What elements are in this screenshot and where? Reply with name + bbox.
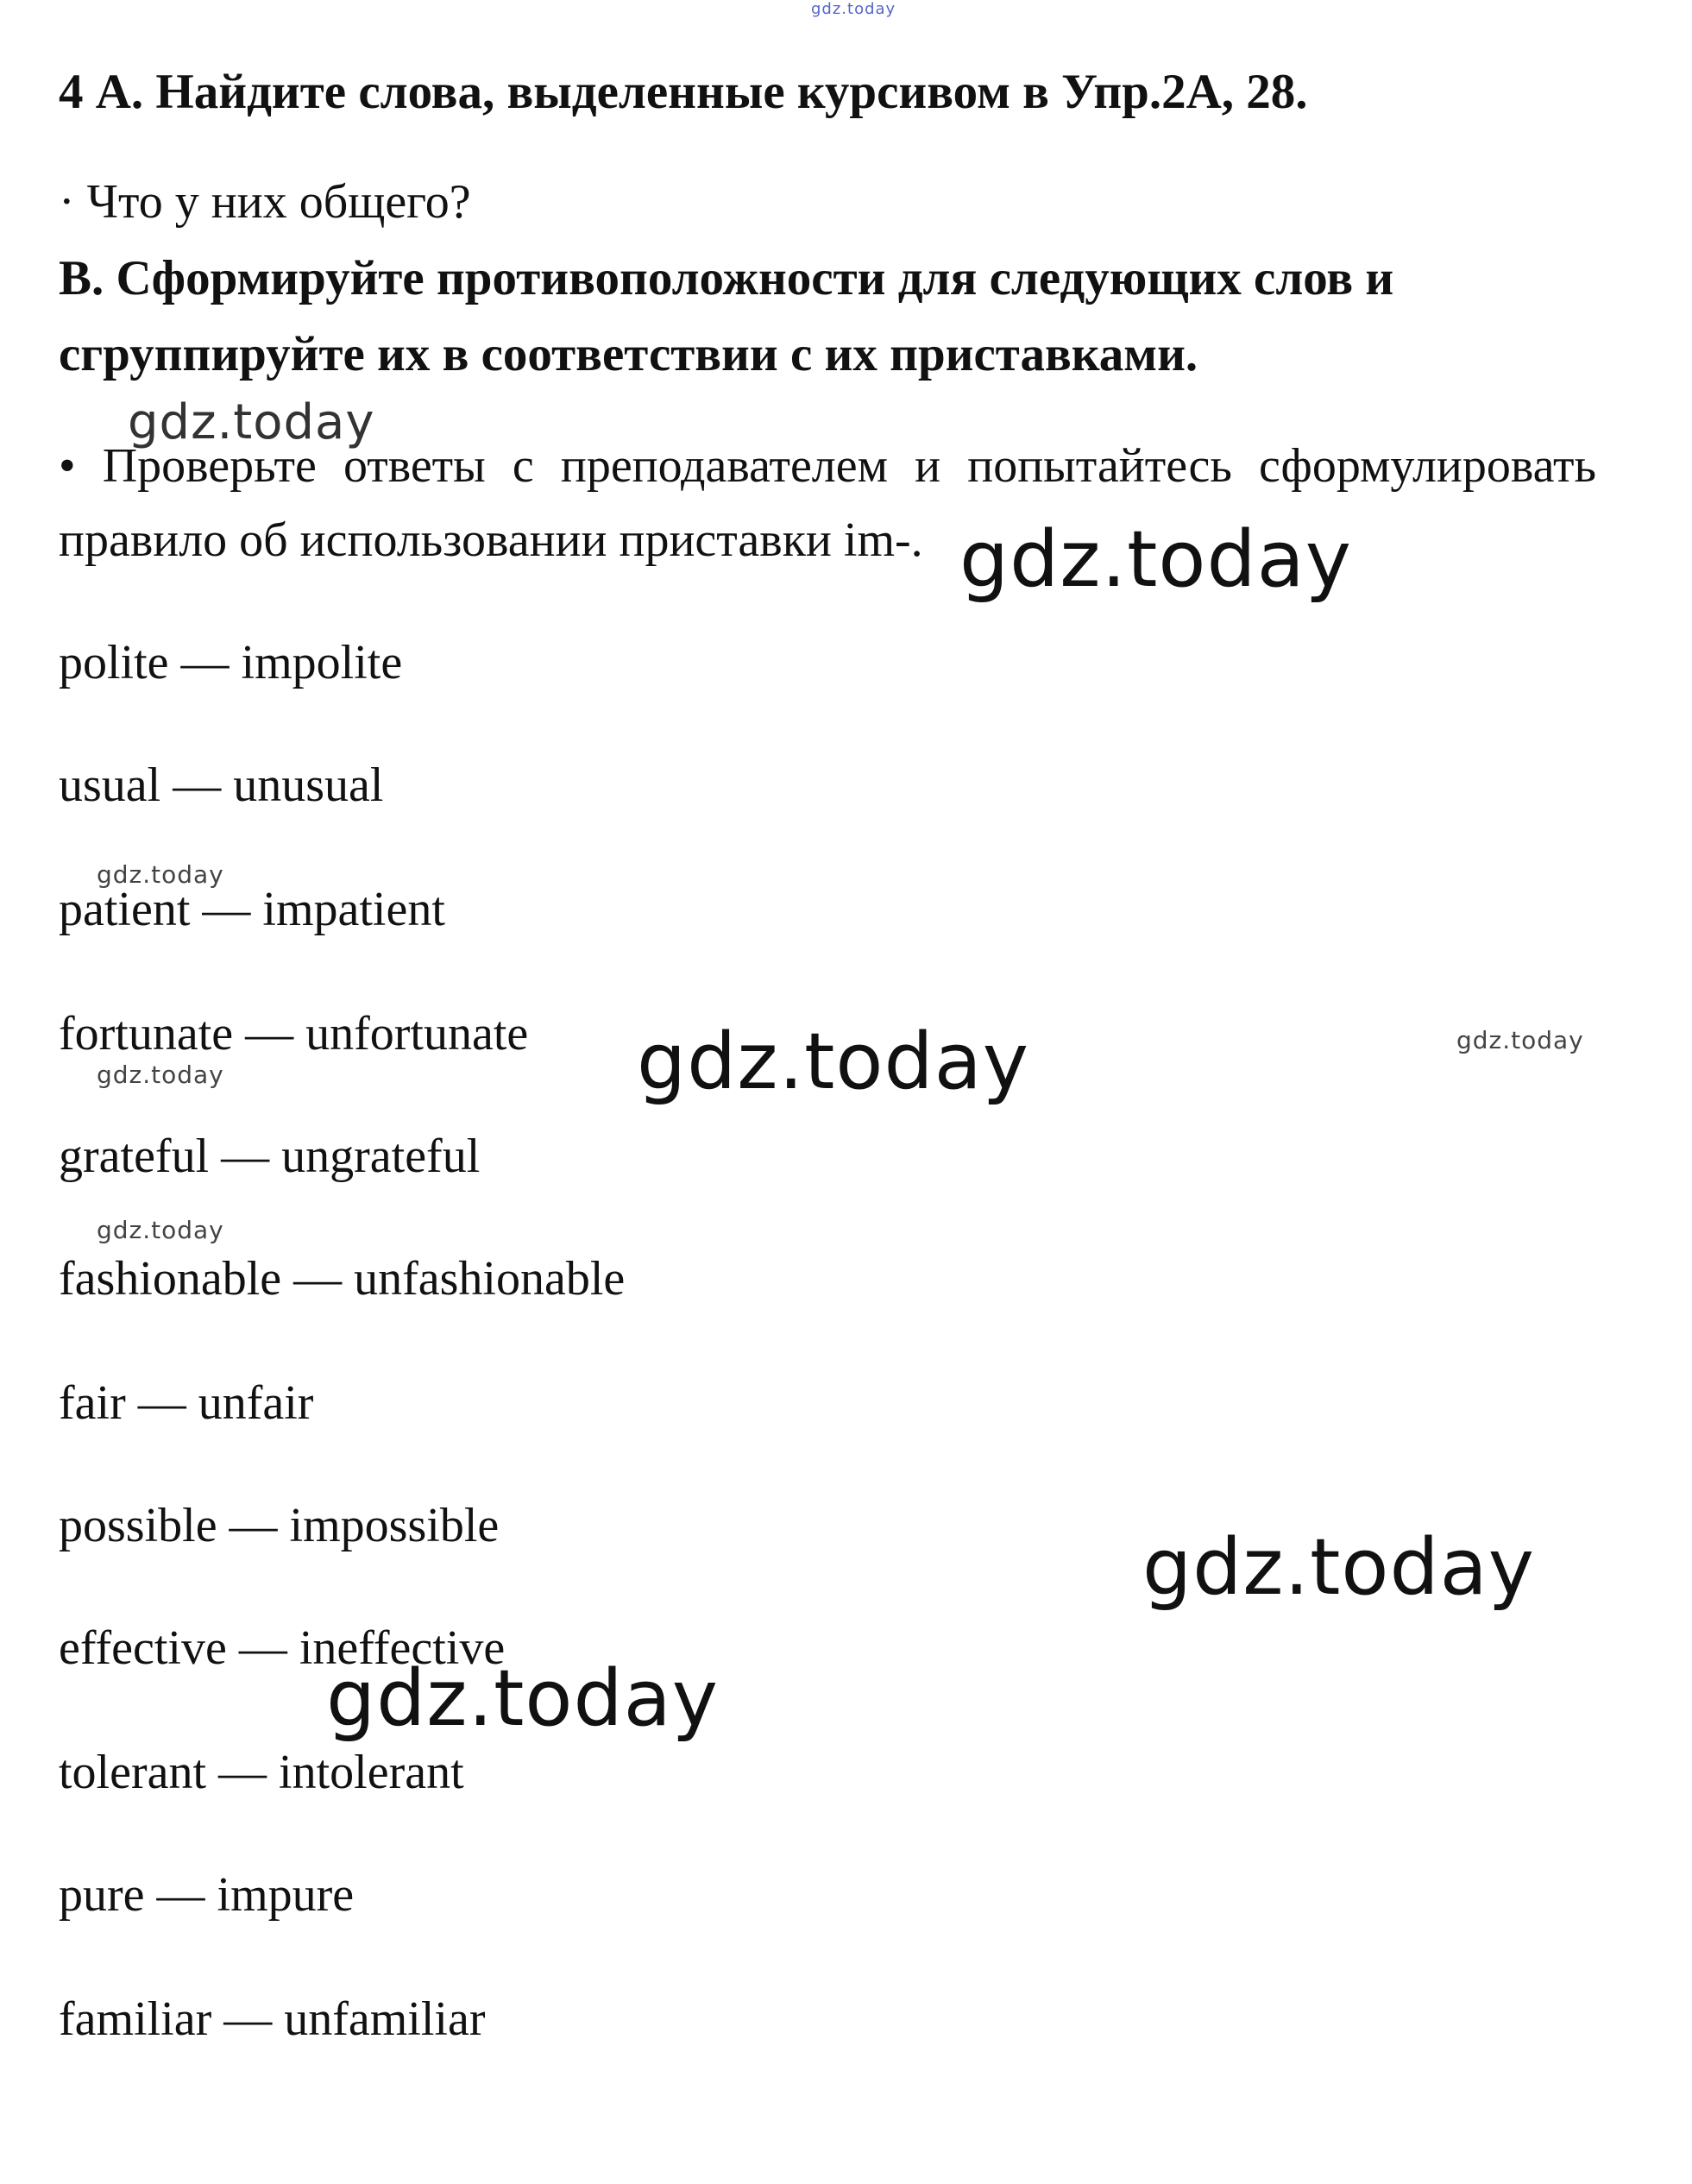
watermark: gdz.today [637, 1016, 1030, 1107]
watermark: gdz.today [326, 1653, 720, 1744]
word-pair: familiar — unfamiliar [59, 1992, 486, 2046]
watermark: gdz.today [97, 1216, 224, 1244]
word-pair: pure — impure [59, 1868, 355, 1922]
watermark: gdz.today [1142, 1522, 1536, 1613]
watermark: gdz.today [97, 860, 224, 889]
watermark: gdz.today [97, 1061, 224, 1089]
word-pair: effective — ineffective [59, 1621, 506, 1675]
word-pair: polite — impolite [59, 636, 403, 689]
word-pair: possible — impossible [59, 1499, 500, 1552]
word-pair: fair — unfair [59, 1376, 314, 1430]
part-a-question: · Что у них общего? [59, 175, 471, 229]
word-pair: fashionable — unfashionable [59, 1252, 626, 1306]
word-pair: patient — impatient [59, 883, 445, 936]
word-pair: grateful — ungrateful [59, 1130, 481, 1183]
watermark: gdz.today [1456, 1026, 1584, 1054]
word-pair: usual — unusual [59, 758, 384, 812]
word-pair: tolerant — intolerant [59, 1746, 464, 1799]
part-b-heading-line1: В. Сформируйте противоположности для следующих слов и [59, 251, 1394, 305]
watermark-top: gdz.today [811, 0, 896, 18]
part-a-heading: 4 А. Найдите слова, выделенные курсивом в Упр.2А, 28. [59, 65, 1308, 119]
instruction-line2: правило об использовании приставки im-. [59, 513, 923, 567]
watermark: gdz.today [128, 394, 375, 450]
part-b-heading-line2: сгруппируйте их в соответствии с их приставками. [59, 327, 1198, 381]
watermark: gdz.today [959, 514, 1353, 605]
instruction-line1: • Проверьте ответы с преподавателем и попытайтесь сформулировать [59, 439, 1596, 493]
word-pair: fortunate — unfortunate [59, 1007, 529, 1061]
